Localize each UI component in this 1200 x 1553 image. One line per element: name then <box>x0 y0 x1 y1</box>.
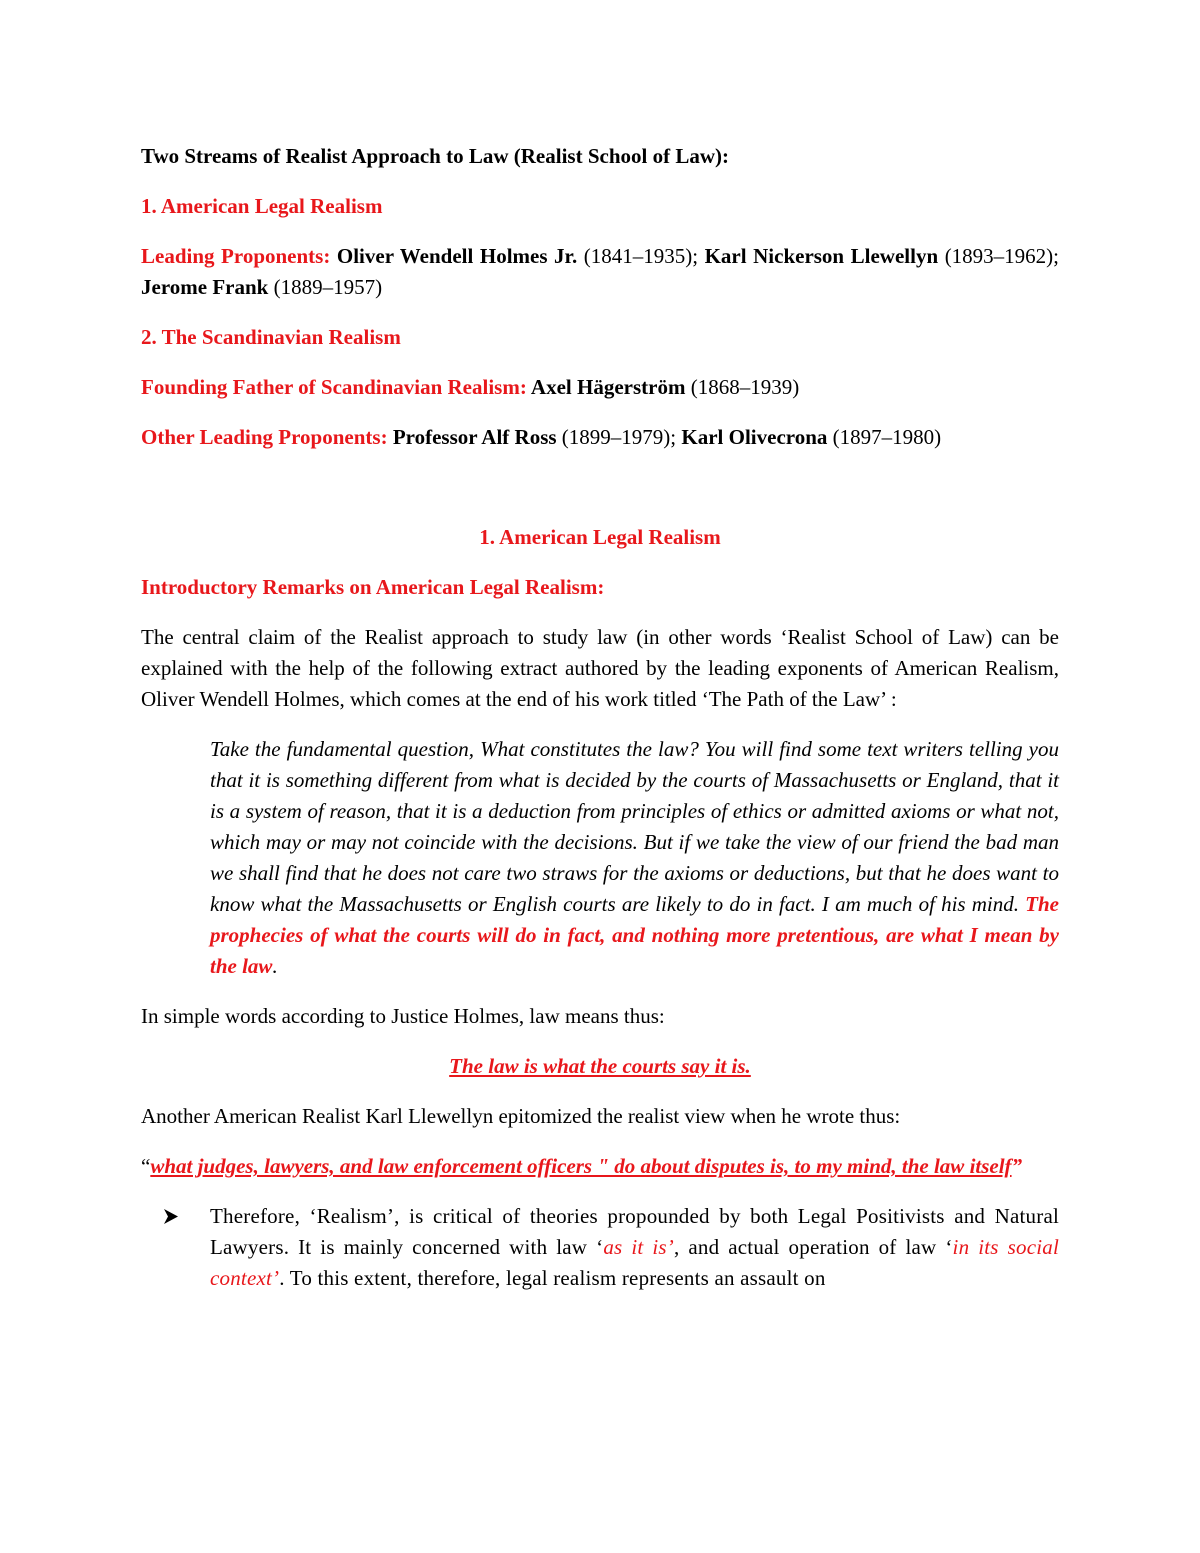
other-proponents-label: Other Leading Proponents: <box>141 425 388 449</box>
proponent-name: Karl Nickerson Llewellyn <box>704 244 939 268</box>
proponent-years: (1889–1957) <box>268 275 383 299</box>
proponent-name: Karl Olivecrona <box>681 425 828 449</box>
founding-father-label: Founding Father of Scandinavian Realism: <box>141 375 527 399</box>
document-title: Two Streams of Realist Approach to Law (Realist School of Law): <box>141 144 729 168</box>
bullet-text: Therefore, ‘Realism’, is critical of theories propounded by both Legal Positivists and Natural Lawyers. It is mainly concerned with law ‘ <box>210 1204 1059 1259</box>
leading-proponents-paragraph <box>141 241 1059 303</box>
arrow-bullet-icon-svg <box>163 1208 180 1225</box>
section-heading-american: 1. American Legal Realism <box>141 194 383 218</box>
leading-proponents-label: Leading Proponents: <box>141 244 331 268</box>
intro-paragraph: The central claim of the Realist approach to study law (in other words ‘Realist School of Law) can be explained with the help of the following extract authored by the leading exponents of American Realism, Oliver Wendell Holmes, which comes at the end of his work titled ‘The Path of the Law’ : <box>141 625 1059 711</box>
proponent-years: (1897–1980) <box>827 425 942 449</box>
holmes-block-quote <box>210 734 1059 982</box>
bullet-emphasis: as it is’ <box>603 1235 674 1259</box>
other-proponents-paragraph <box>141 422 1059 453</box>
quote-end: . <box>272 954 278 978</box>
centered-section-heading: 1. American Legal Realism <box>479 525 721 549</box>
bullet-item <box>141 1201 1059 1294</box>
founding-father-name: Axel Hägerström <box>526 375 686 399</box>
proponent-name: Oliver Wendell Holmes Jr. <box>336 244 578 268</box>
quote-open-mark: “ <box>141 1154 151 1178</box>
proponent-years: (1899–1979); <box>556 425 682 449</box>
quote-text: Take the fundamental question, What constitutes the law? You will find some text writers telling you that it is something different from what is decided by the courts of Massachusetts or England, that it is a system of reason, that it is a deduction from principles of ethics or admitted axioms or what not, which may or may not coincide with the decisions. But if we take the view of our friend the bad man we shall find that he does not care two straws for the axioms or deductions, but that he does want to know what the Massachusetts or English courts are likely to do in fact. I am much of his mind. <box>210 737 1059 916</box>
bullet-emphasis: in its social context’ <box>210 1235 1059 1290</box>
proponent-name: Jerome Frank <box>141 275 269 299</box>
proponent-years: (1841–1935); <box>577 244 705 268</box>
quote-close-mark: ” <box>1011 1154 1023 1178</box>
proponent-years: (1893–1962); <box>938 244 1060 268</box>
bullet-text: , and actual operation of law ‘ <box>673 1235 953 1259</box>
llewellyn-intro-paragraph: Another American Realist Karl Llewellyn epitomized the realist view when he wrote thus: <box>141 1104 901 1128</box>
document-content <box>141 141 1059 1294</box>
law-definition: The law is what the courts say it is. <box>449 1054 751 1078</box>
founding-father-paragraph <box>141 372 1059 403</box>
proponent-name: Professor Alf Ross <box>387 425 557 449</box>
bullet-text: . To this extent, therefore, legal realism represents an assault on <box>279 1266 826 1290</box>
section-heading-scandinavian: 2. The Scandinavian Realism <box>141 325 401 349</box>
simple-words-paragraph: In simple words according to Justice Holmes, law means thus: <box>141 1004 665 1028</box>
intro-heading: Introductory Remarks on American Legal Realism: <box>141 575 605 599</box>
llewellyn-quote-text: what judges, lawyers, and law enforcement officers " do about disputes is, to my mind, the law itself <box>150 1154 1012 1178</box>
law-definition-line <box>141 1051 1059 1082</box>
quote-highlight: The prophecies of what the courts will do in fact, and nothing more pretentious, are what I mean by the law <box>210 892 1059 978</box>
arrow-bullet-icon <box>163 1201 180 1232</box>
founding-father-years: (1868–1939) <box>685 375 800 399</box>
llewellyn-quote <box>141 1151 1059 1182</box>
